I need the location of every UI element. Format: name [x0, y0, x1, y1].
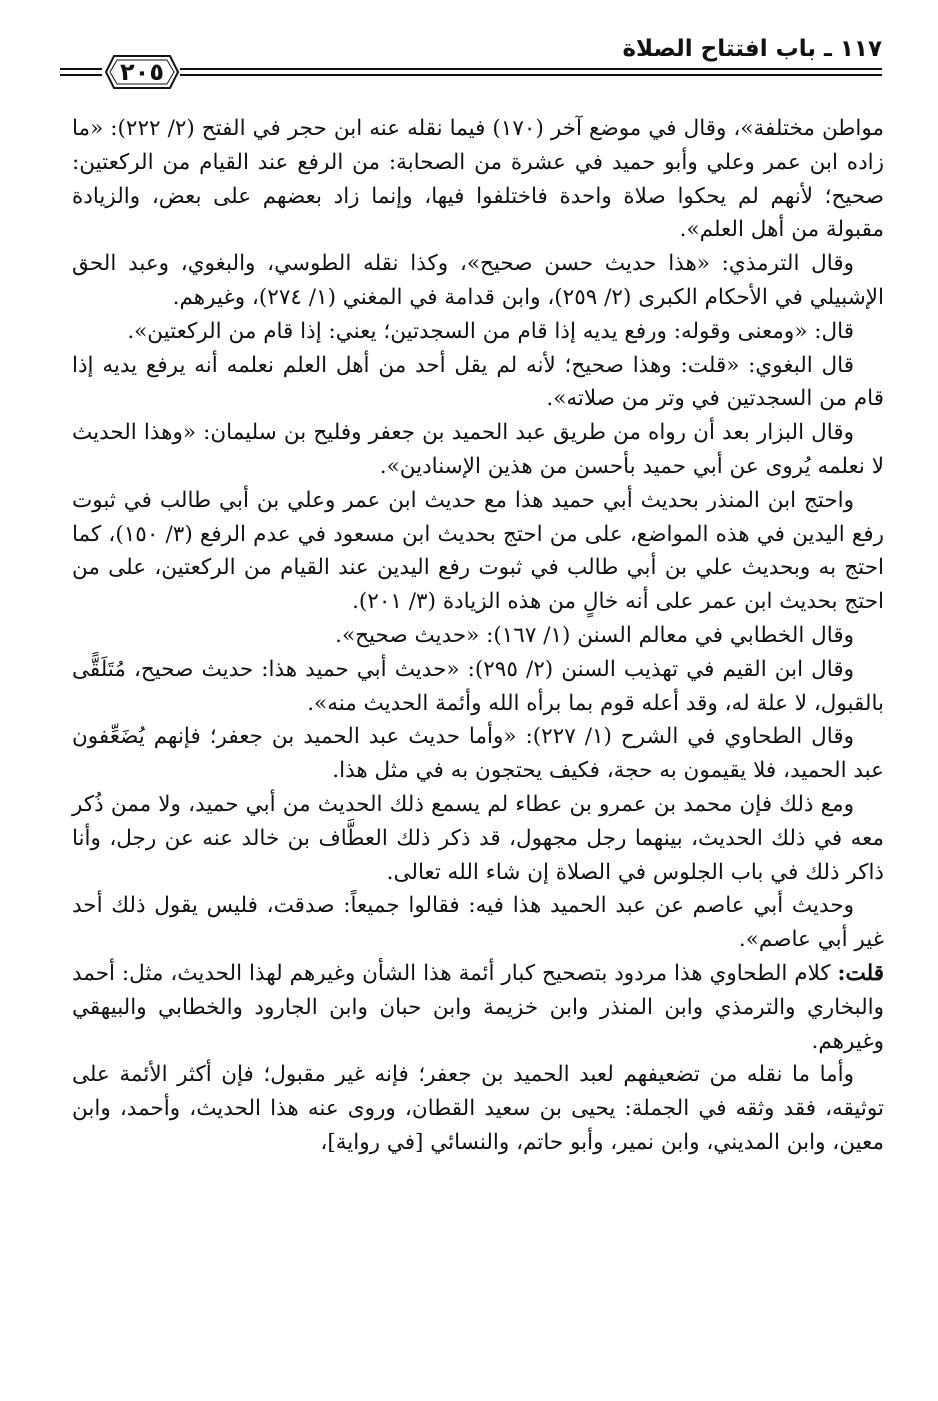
paragraph-text: وقال البزار بعد أن رواه من طريق عبد الحميد بن جعفر وفليح بن سليمان: «وهذا الحديث لا نعلمه يُروى عن أبي حميد بأحسن من هذين الإسنادين».: [72, 420, 884, 479]
paragraph: [72, 315, 884, 349]
paragraph: [72, 720, 884, 788]
paragraph-text: وحديث أبي عاصم عن عبد الحميد هذا فيه: فقالوا جميعاً: صدقت، فليس يقول ذلك أحد غير أبي عاصم».: [72, 893, 884, 953]
paragraph-text: كلام الطحاوي هذا مردود بتصحيح كبار أئمة هذا الشأن وغيرهم لهذا الحديث، مثل: أحمد والبخاري والترمذي وابن المنذر وابن خزيمة وابن حبان وابن الجارود والخطابي والبيهقي وغيرهم.: [72, 960, 884, 1054]
paragraph: [72, 653, 884, 721]
paragraph: [72, 349, 884, 417]
paragraph-text: قال: «ومعنى وقوله: ورفع يديه إذا قام من السجدتين؛ يعني: إذا قام من الركعتين».: [127, 318, 854, 344]
paragraph: [72, 889, 884, 957]
page-number-badge: [104, 52, 180, 92]
paragraph-text: واحتج ابن المنذر بحديث أبي حميد هذا مع حديث ابن عمر وعلي بن أبي طالب في ثبوت رفع اليدين في هذه المواضع، على من احتج بحديث ابن مسعود في عدم الرفع (٣/ ١٥٠)، كما احتج به وبحديث علي بن أبي طالب في ثبوت رفع اليدين عند القيام من الركعتين، على من احتج بحديث ابن عمر على أنه خالٍ من هذه الزيادة (٣/ ٢٠١).: [72, 487, 884, 615]
paragraph-text: وأما ما نقله من تضعيفهم لعبد الحميد بن جعفر؛ فإنه غير مقبول؛ فإن أكثر الأئمة على توثيقه، فقد وثقه في الجملة: يحيى بن سعيد القطان، وروى عنه هذا الحديث، وأحمد، وابن معين، وابن المديني، وابن نمير، وأبو حاتم، والنسائي [في رواية]،: [72, 1062, 884, 1155]
paragraph-text: وقال الخطابي في معالم السنن (١/ ١٦٧): «حديث صحيح».: [335, 622, 854, 648]
paragraph-text: وقال الطحاوي في الشرح (١/ ٢٢٧): «وأما حديث عبد الحميد بن جعفر؛ فإنهم يُضَعِّفون عبد الحميد، فلا يقيمون به حجة، فكيف يحتجون به في مثل هذا.: [72, 724, 884, 784]
body-text: [72, 112, 884, 1160]
paragraph-text: وقال ابن القيم في تهذيب السنن (٢/ ٢٩٥): «حديث أبي حميد هذا: حديث صحيح، مُتَلَقًّى بالقبول، لا علة له، وقد أعله قوم بما برأه الله وأئمة الحديث منه».: [72, 656, 884, 716]
paragraph: [72, 788, 884, 889]
chapter-title: ١١٧ ـ باب افتتاح الصلاة: [622, 36, 882, 62]
paragraph-text: قال البغوي: «قلت: وهذا صحيح؛ لأنه لم يقل أحد من أهل العلم نعلمه أنه يرفع يديه إذا قام من السجدتين في وتر من صلاته».: [72, 352, 884, 412]
paragraph-text: مواطن مختلفة»، وقال في موضع آخر (١٧٠) فيما نقله عنه ابن حجر في الفتح (٢/ ٢٢٢): «ما زاده ابن عمر وعلي وأبو حميد في عشرة من الصحابة: من الرفع عند القيام من الركعتين: صحيح؛ لأنهم لم يحكوا صلاة واحدة فاختلفوا فيها، وإنما زاد بعضهم على بعض، والزيادة مقبولة من أهل العلم».: [72, 116, 885, 243]
page-number: ٢٠٥: [120, 58, 164, 86]
paragraph: [72, 1058, 884, 1159]
header-rule-bottom: [180, 74, 882, 76]
paragraph: [72, 112, 884, 247]
paragraph-lead: قلت:: [837, 960, 884, 986]
paragraph: [72, 247, 884, 315]
header-rule-left-bottom: [60, 74, 102, 76]
paragraph: [72, 484, 884, 619]
header-rule-left-top: [60, 68, 102, 70]
paragraph-text: وقال الترمذي: «هذا حديث حسن صحيح»، وكذا نقله الطوسي، والبغوي، وعبد الحق الإشبيلي في الأحكام الكبرى (٢/ ٢٥٩)، وابن قدامة في المغني (١/ ٢٧٤)، وغيرهم.: [72, 251, 884, 310]
paragraph: [72, 619, 884, 653]
paragraph-text: ومع ذلك فإن محمد بن عمرو بن عطاء لم يسمع ذلك الحديث من أبي حميد، ولا ممن ذُكر معه في ذلك الحديث، بينهما رجل مجهول، قد ذكر ذلك العطَّاف بن خالد عنه عن رجل، وأنا ذاكر ذلك في باب الجلوس في الصلاة إن شاء الله تعالى.: [72, 791, 884, 885]
header-rule-top: [180, 68, 882, 70]
paragraph: [72, 957, 884, 1058]
paragraph: [72, 416, 884, 484]
page-header: [60, 30, 882, 100]
